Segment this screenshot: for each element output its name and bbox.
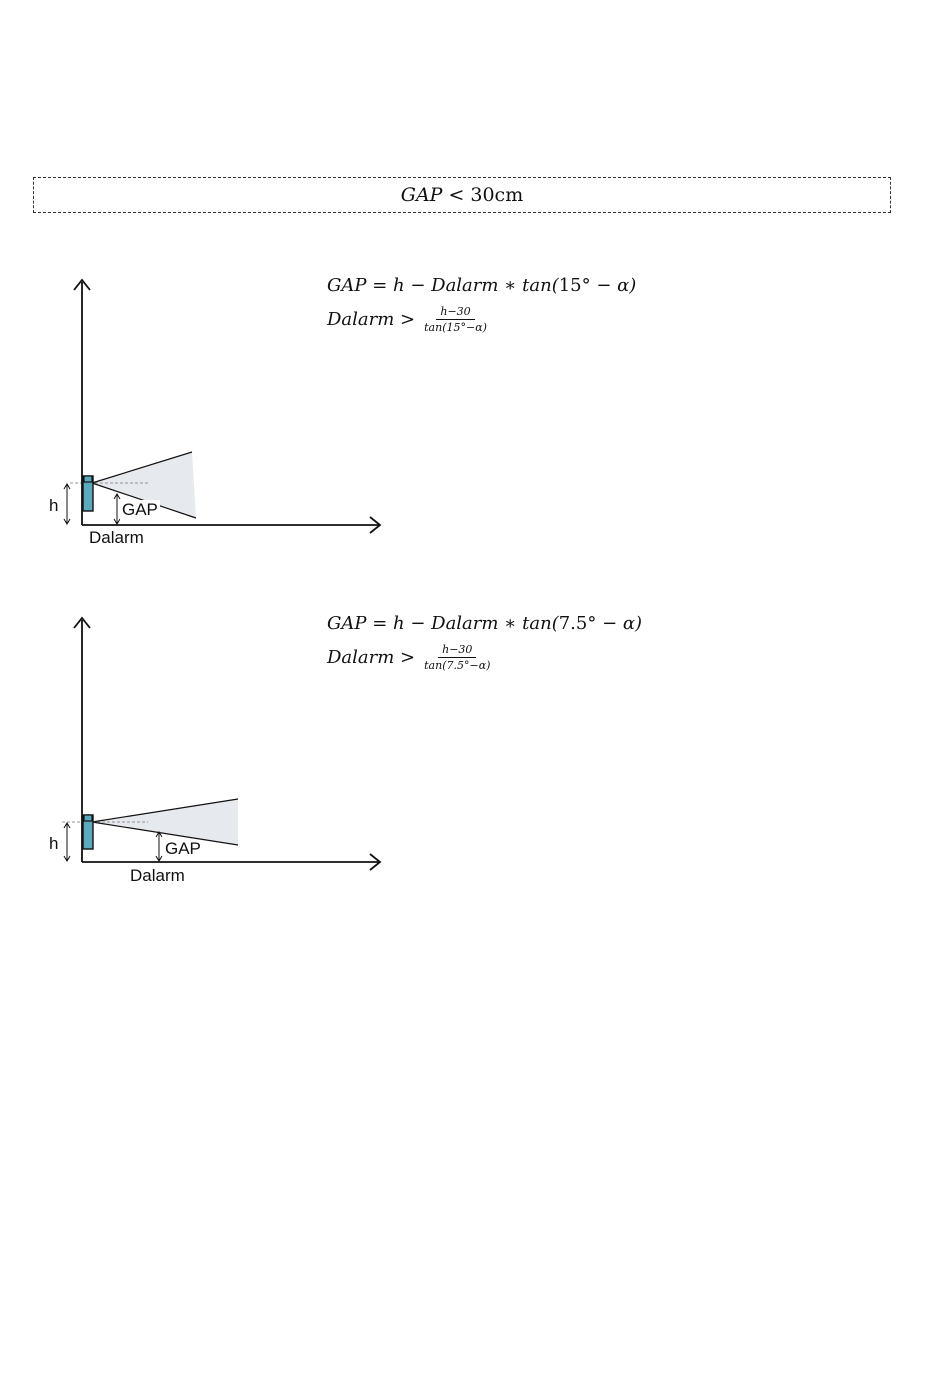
- sensor-head: [84, 476, 92, 482]
- dalarm-label: Dalarm: [89, 528, 144, 547]
- gap-formula-suffix: ° − α): [587, 613, 643, 634]
- sensor-head: [84, 815, 92, 821]
- gap-formula-suffix: ° − α): [581, 275, 637, 296]
- condition-lhs: GAP: [400, 184, 443, 206]
- condition-rhs: 30cm: [470, 184, 524, 206]
- formula-block-7-5: [327, 612, 642, 672]
- gap-formula-angle: 15: [558, 275, 582, 296]
- gap-formula-prefix: GAP = h − Dalarm ∗ tan(: [327, 275, 559, 296]
- dalarm-fraction: [422, 643, 492, 672]
- dalarm-label: Dalarm: [130, 866, 185, 885]
- fraction-numerator: h−30: [436, 305, 474, 320]
- gap-formula-15: [327, 274, 636, 304]
- fraction-numerator: h−30: [438, 643, 476, 658]
- gap-label: GAP: [165, 839, 201, 858]
- gap-condition-box: [33, 177, 891, 213]
- h-label: h: [49, 496, 59, 515]
- fraction-denominator: tan(15°−α): [424, 320, 487, 334]
- gap-formula-7-5: [327, 612, 642, 642]
- formula-block-15: [327, 274, 636, 334]
- dalarm-fraction: [422, 305, 489, 334]
- dalarm-inequality-7-5: [327, 642, 642, 672]
- condition-operator: <: [448, 184, 465, 206]
- fraction-denominator: tan(7.5°−α): [424, 658, 491, 672]
- gap-formula-prefix: GAP = h − Dalarm ∗ tan(: [327, 613, 559, 634]
- dalarm-inequality-lhs: Dalarm >: [327, 308, 416, 330]
- dalarm-inequality-lhs: Dalarm >: [327, 646, 416, 668]
- dalarm-inequality-15: [327, 304, 636, 334]
- h-label: h: [49, 834, 59, 853]
- gap-label: GAP: [122, 500, 158, 519]
- gap-formula-angle: 7.5: [558, 613, 588, 634]
